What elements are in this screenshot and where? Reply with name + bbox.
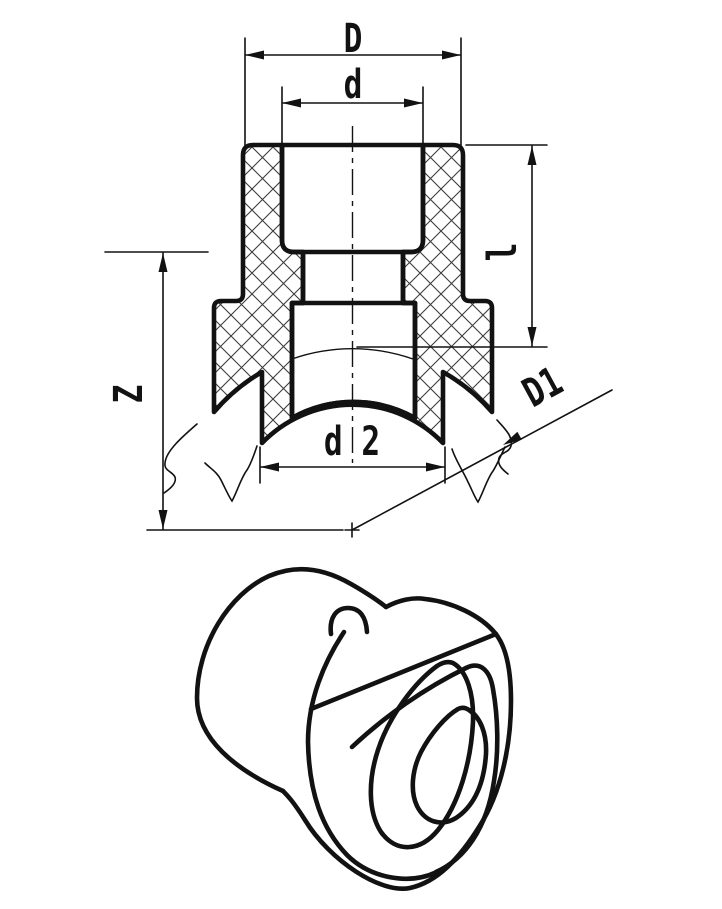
iso-alignment-tab [331, 608, 367, 634]
dim-label-d2: d 2 [323, 419, 381, 466]
section-view [105, 16, 612, 537]
pipe-axis-cross [345, 523, 359, 537]
dim-label-Z: Z [106, 384, 153, 404]
isometric-view [197, 569, 511, 889]
dim-label-D1: D1 [515, 358, 571, 417]
dim-label-D: D [343, 16, 363, 63]
dimension-d2 [260, 419, 445, 483]
dim-label-l: l [480, 242, 527, 262]
iso-socket-dome [197, 569, 386, 791]
dim-label-d: d [343, 62, 363, 109]
